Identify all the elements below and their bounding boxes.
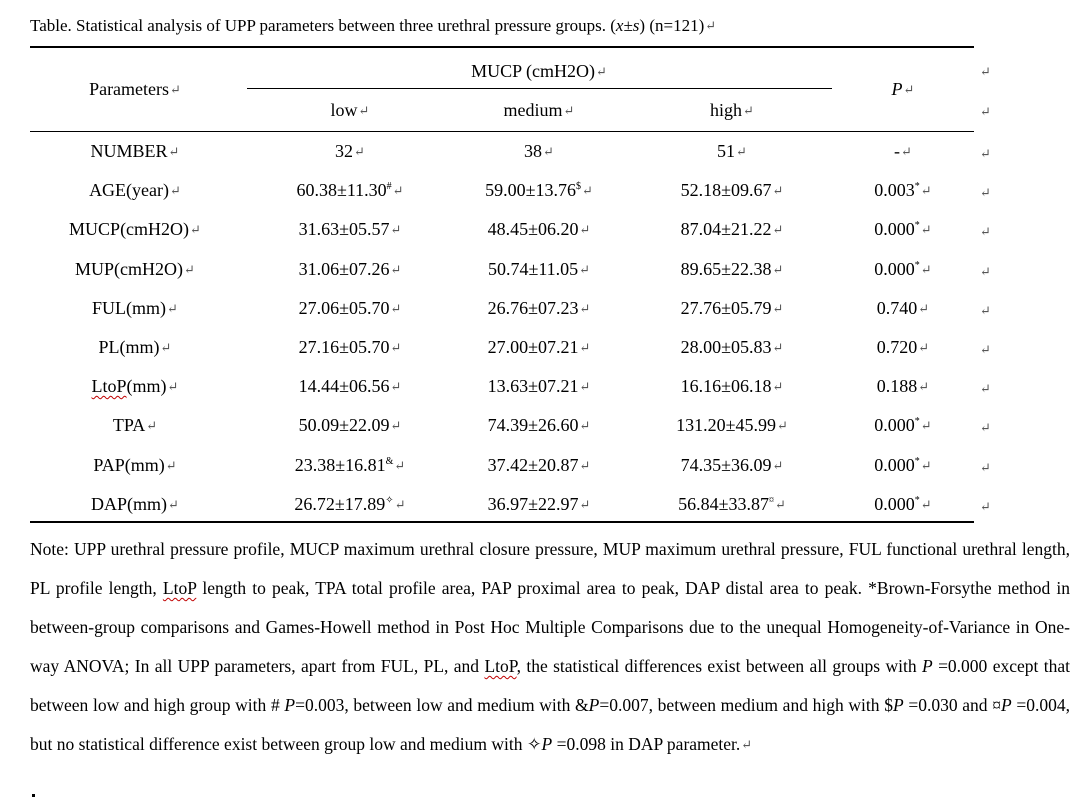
group-rule bbox=[247, 88, 832, 89]
header-group-title: MUCP (cmH2O)↵ bbox=[471, 61, 607, 81]
row-end-mark: ↵ bbox=[980, 64, 991, 79]
p-cell: 0.740↵ bbox=[876, 297, 930, 318]
top-rule bbox=[30, 46, 974, 48]
high-cell: 87.04±21.22↵ bbox=[680, 219, 784, 240]
param-cell: NUMBER↵ bbox=[90, 141, 180, 161]
bottom-rule bbox=[30, 521, 974, 523]
param-cell: AGE(year)↵ bbox=[89, 180, 181, 201]
medium-cell: 26.76±07.23↵ bbox=[487, 297, 591, 318]
low-cell: 14.44±06.56↵ bbox=[298, 376, 402, 397]
medium-cell: 36.97±22.97↵ bbox=[487, 493, 591, 514]
p-cell: 0.003*↵ bbox=[874, 180, 932, 201]
p-cell: -↵ bbox=[894, 141, 912, 161]
paragraph-dot bbox=[32, 794, 35, 797]
table-note: Note: UPP urethral pressure profile, MUCP maximum urethral closure pressure, MUP maximum urethral pressure, FUL functional urethral length, PL profile length, LtoP length to peak, TPA total profile area, PAP proximal area to peak, DAP distal area to peak. *Brown-Forsythe method in between-group comparisons and Games-Howell method in Post Hoc Multiple Comparisons due to the unequal Homogeneity-of-Variance in One-way ANOVA; In all UPP parameters, apart from FUL, PL, and LtoP, the statistical differences exist between all groups with P =0.000 except that between low and high group with # P=0.003, between low and medium with &P=0.007, between medium and high with $P =0.030 and ¤P =0.004, but no statistical difference exist between group low and medium with ✧P =0.098 in DAP parameter.↵ bbox=[30, 539, 1070, 754]
high-cell: 51↵ bbox=[717, 141, 747, 161]
p-cell: 0.000*↵ bbox=[874, 454, 932, 475]
medium-cell: 48.45±06.20↵ bbox=[487, 219, 591, 240]
high-cell: 56.84±33.87¤↵ bbox=[678, 493, 786, 514]
header-medium: medium↵ bbox=[503, 100, 575, 120]
param-cell: FUL(mm)↵ bbox=[92, 297, 178, 318]
low-cell: 27.16±05.70↵ bbox=[298, 337, 402, 357]
header-p: P↵ bbox=[891, 79, 915, 99]
header-low: low↵ bbox=[330, 100, 370, 120]
param-cell: PL(mm)↵ bbox=[98, 337, 172, 357]
row-end-mark: ↵ bbox=[980, 263, 991, 279]
high-cell: 131.20±45.99↵ bbox=[676, 415, 788, 436]
low-cell: 60.38±11.30#↵ bbox=[296, 180, 404, 201]
medium-cell: 13.63±07.21↵ bbox=[487, 376, 591, 397]
row-end-mark: ↵ bbox=[980, 381, 991, 397]
high-cell: 27.76±05.79↵ bbox=[680, 297, 784, 318]
high-cell: 89.65±22.38↵ bbox=[680, 258, 784, 279]
table-caption: Table. Statistical analysis of UPP parameters between three urethral pressure groups. (x±s) (n=121)↵ bbox=[30, 16, 717, 35]
p-cell: 0.000*↵ bbox=[874, 219, 932, 240]
row-end-mark: ↵ bbox=[980, 498, 991, 514]
high-cell: 52.18±09.67↵ bbox=[680, 180, 784, 201]
p-cell: 0.000*↵ bbox=[874, 258, 932, 279]
high-cell: 28.00±05.83↵ bbox=[680, 337, 784, 357]
row-end-mark: ↵ bbox=[980, 302, 991, 318]
row-end-mark: ↵ bbox=[980, 342, 991, 357]
row-end-mark: ↵ bbox=[980, 185, 991, 201]
row-end-mark: ↵ bbox=[980, 420, 991, 436]
header-high: high↵ bbox=[710, 100, 754, 120]
param-cell: MUCP(cmH2O)↵ bbox=[69, 219, 201, 240]
param-cell: LtoP(mm)↵ bbox=[91, 376, 179, 397]
row-end-mark: ↵ bbox=[980, 224, 991, 240]
medium-cell: 38↵ bbox=[524, 141, 554, 161]
low-cell: 50.09±22.09↵ bbox=[298, 415, 402, 436]
header-parameters: Parameters↵ bbox=[89, 79, 181, 99]
low-cell: 31.06±07.26↵ bbox=[298, 258, 402, 279]
high-cell: 74.35±36.09↵ bbox=[680, 454, 784, 475]
low-cell: 27.06±05.70↵ bbox=[298, 297, 402, 318]
low-cell: 31.63±05.57↵ bbox=[298, 219, 402, 240]
medium-cell: 59.00±13.76$↵ bbox=[485, 180, 593, 201]
p-cell: 0.000*↵ bbox=[874, 493, 932, 514]
medium-cell: 27.00±07.21↵ bbox=[487, 337, 591, 357]
param-cell: PAP(mm)↵ bbox=[93, 454, 177, 475]
low-cell: 23.38±16.81&↵ bbox=[294, 454, 406, 475]
row-end-mark: ↵ bbox=[980, 459, 991, 475]
param-cell: DAP(mm)↵ bbox=[91, 493, 179, 514]
param-cell: TPA↵ bbox=[112, 415, 158, 436]
param-cell: MUP(cmH2O)↵ bbox=[75, 258, 195, 279]
ltop-label: LtoP(mm) bbox=[91, 376, 167, 397]
p-cell: 0.720↵ bbox=[876, 337, 930, 357]
p-cell: 0.188↵ bbox=[876, 376, 930, 397]
medium-cell: 74.39±26.60↵ bbox=[487, 415, 591, 436]
header-rule bbox=[30, 131, 974, 132]
medium-cell: 37.42±20.87↵ bbox=[487, 454, 591, 475]
row-end-mark: ↵ bbox=[980, 146, 991, 161]
low-cell: 26.72±17.89✧↵ bbox=[294, 493, 406, 514]
medium-cell: 50.74±11.05↵ bbox=[487, 258, 591, 279]
row-end-mark: ↵ bbox=[980, 104, 991, 119]
p-cell: 0.000*↵ bbox=[874, 415, 932, 436]
high-cell: 16.16±06.18↵ bbox=[680, 376, 784, 397]
low-cell: 32↵ bbox=[335, 141, 365, 161]
